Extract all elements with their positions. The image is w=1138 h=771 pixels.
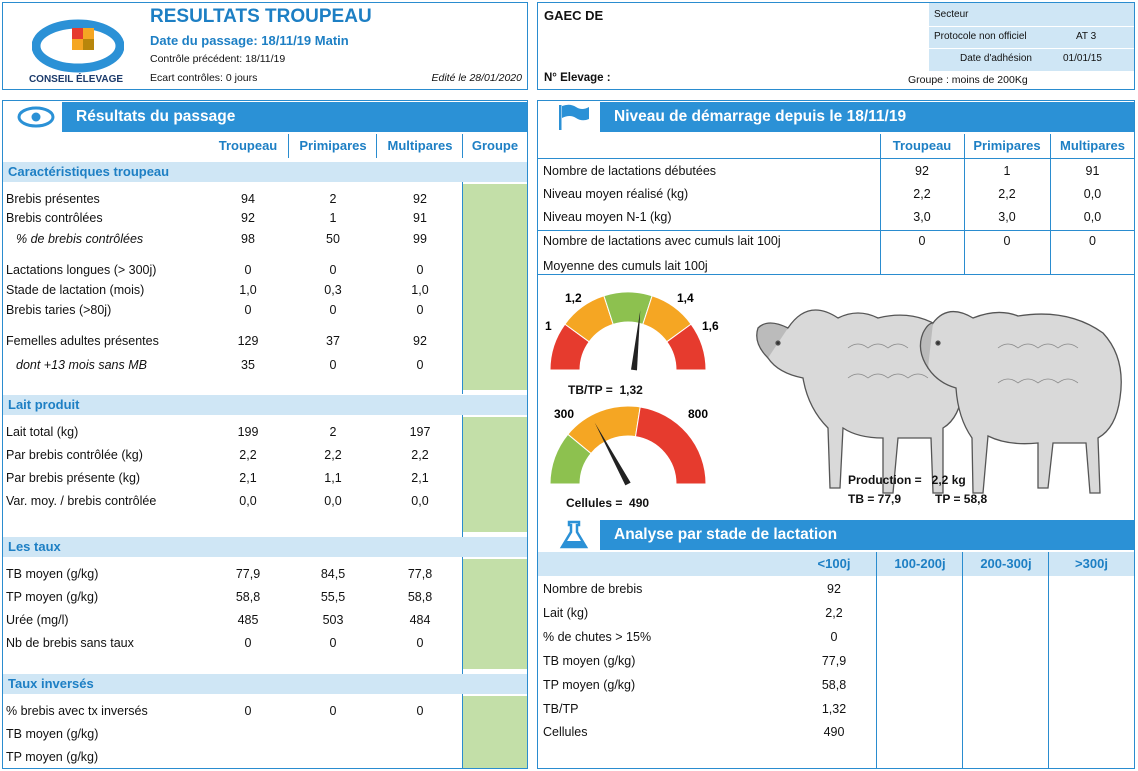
left-row-value: 0 xyxy=(329,636,337,650)
flask-icon xyxy=(558,519,590,551)
right-row-value: 0 xyxy=(1003,234,1011,248)
adhesion-label: Date d'adhésion xyxy=(960,53,1032,64)
right-row-label: Nombre de lactations avec cumuls lait 100j xyxy=(543,234,781,248)
flag-icon xyxy=(556,103,592,131)
left-row-value: 58,8 xyxy=(235,590,261,604)
conseil-elevage-logo-icon xyxy=(32,18,124,74)
edite-date: Edité le 28/01/2020 xyxy=(431,72,522,84)
left-row-value: 129 xyxy=(237,334,259,348)
section-taux-inverses: Taux inversés xyxy=(3,674,527,694)
controle-precedent: Contrôle précédent: 18/11/19 xyxy=(150,53,286,65)
left-col-primipares: Primipares xyxy=(299,138,367,153)
secteur-label: Secteur xyxy=(934,9,969,20)
left-row-label: TP moyen (g/kg) xyxy=(6,750,99,764)
left-col-groupe: Groupe xyxy=(471,138,519,153)
eye-icon xyxy=(16,106,56,128)
left-row-value: 0,0 xyxy=(239,494,257,508)
left-row-value: 0 xyxy=(416,358,424,372)
left-row-value: 0 xyxy=(244,636,252,650)
page-title: RESULTATS TROUPEAU xyxy=(150,6,372,27)
stade-row-value: 2,2 xyxy=(825,606,843,620)
left-row-value: 2,2 xyxy=(411,448,429,462)
left-row-value: 0 xyxy=(416,303,424,317)
left-row-label: % brebis avec tx inversés xyxy=(6,704,148,718)
stade-row-value: 1,32 xyxy=(821,702,847,716)
right-row-value: 0 xyxy=(918,234,926,248)
section-caracteristiques: Caractéristiques troupeau xyxy=(3,162,527,182)
left-row-label: Stade de lactation (mois) xyxy=(6,283,145,297)
left-row-value: 0 xyxy=(329,303,337,317)
stade-row-label: Cellules xyxy=(543,725,588,739)
left-row-label: Par brebis contrôlée (kg) xyxy=(6,448,143,462)
left-row-value: 92 xyxy=(413,334,427,348)
gaec-name: GAEC DE xyxy=(544,8,604,23)
gauge-tick-label: 1,6 xyxy=(702,319,719,333)
right-col-troupeau: Troupeau xyxy=(892,138,952,153)
left-row-value: 0,3 xyxy=(324,283,342,297)
left-col-multipares: Multipares xyxy=(387,138,453,153)
production-summary: Production = 2,2 kg xyxy=(848,473,966,487)
left-row-value: 484 xyxy=(409,613,431,627)
gauge-tick-label: 1,2 xyxy=(565,291,582,305)
left-row-label: Lait total (kg) xyxy=(6,425,79,439)
protocole-value: AT 3 xyxy=(1076,31,1097,42)
right-row-value: 91 xyxy=(1085,164,1100,178)
left-row-label: Par brebis présente (kg) xyxy=(6,471,141,485)
stade-row-label: Lait (kg) xyxy=(543,606,589,620)
stade-row-label: TP moyen (g/kg) xyxy=(543,678,636,692)
ecart-controles: Ecart contrôles: 0 jours xyxy=(150,72,258,84)
right-row-label: Nombre de lactations débutées xyxy=(543,164,717,178)
left-row-value: 0 xyxy=(416,704,424,718)
tb-summary: TB = 77,9 xyxy=(848,492,902,506)
left-row-value: 503 xyxy=(322,613,344,627)
left-row-value: 2,1 xyxy=(239,471,257,485)
left-row-value: 50 xyxy=(326,232,340,246)
gauge-tick-label: 300 xyxy=(554,407,575,421)
left-row-label: Lactations longues (> 300j) xyxy=(6,263,157,277)
analyse-banner xyxy=(600,520,1134,550)
left-row-label: Brebis contrôlées xyxy=(6,211,103,225)
left-row-value: 37 xyxy=(326,334,340,348)
section-les-taux: Les taux xyxy=(3,537,527,557)
left-row-value: 92 xyxy=(241,211,255,225)
stade-row-label: TB moyen (g/kg) xyxy=(543,654,636,668)
stade-row-value: 0 xyxy=(830,630,838,644)
left-row-value: 0 xyxy=(329,358,337,372)
gauge2-label: Cellules = 490 xyxy=(566,496,650,510)
left-row-label: % de brebis contrôlées xyxy=(16,232,144,246)
left-row-value: 0 xyxy=(244,303,252,317)
groupe-info: Groupe : moins de 200Kg xyxy=(908,74,1028,86)
left-row-value: 1,0 xyxy=(239,283,257,297)
left-row-label: Brebis présentes xyxy=(6,192,100,206)
right-row-label: Moyenne des cumuls lait 100j xyxy=(543,259,708,273)
left-row-label: TP moyen (g/kg) xyxy=(6,590,99,604)
stade-row-label: Nombre de brebis xyxy=(543,582,643,596)
left-row-label: Nb de brebis sans taux xyxy=(6,636,134,650)
left-row-value: 84,5 xyxy=(320,567,346,581)
left-banner-title: Résultats du passage xyxy=(76,108,236,125)
left-row-value: 35 xyxy=(241,358,255,372)
left-row-label: Femelles adultes présentes xyxy=(6,334,159,348)
left-row-value: 94 xyxy=(241,192,255,206)
left-row-value: 0,0 xyxy=(324,494,342,508)
left-row-label: Brebis taries (>80j) xyxy=(6,303,112,317)
left-row-label: TB moyen (g/kg) xyxy=(6,727,99,741)
left-row-value: 2,1 xyxy=(411,471,429,485)
left-row-label: Var. moy. / brebis contrôlée xyxy=(6,494,157,508)
left-row-value: 2 xyxy=(329,425,337,439)
left-row-value: 0 xyxy=(416,263,424,277)
protocole-label: Protocole non officiel xyxy=(934,31,1027,42)
groupe-block-3 xyxy=(463,559,527,669)
left-row-value: 1,1 xyxy=(324,471,342,485)
tp-summary: TP = 58,8 xyxy=(935,492,988,506)
left-row-label: dont +13 mois sans MB xyxy=(16,358,147,372)
left-row-value: 1,0 xyxy=(411,283,429,297)
left-row-value: 99 xyxy=(413,232,427,246)
left-row-value: 91 xyxy=(413,211,427,225)
date-passage: Date du passage: 18/11/19 Matin xyxy=(150,33,349,48)
cellules-gauge xyxy=(540,402,740,490)
left-row-value: 0,0 xyxy=(411,494,429,508)
right-banner-title: Niveau de démarrage depuis le 18/11/19 xyxy=(614,108,907,125)
right-row-value: 0 xyxy=(1089,234,1096,248)
right-row-value: 2,2 xyxy=(913,187,931,201)
left-row-value: 197 xyxy=(409,425,431,439)
stade-col-2: 100-200j xyxy=(894,556,946,571)
right-row-value: 1 xyxy=(1003,164,1011,178)
left-banner xyxy=(62,102,527,132)
section-lait-produit: Lait produit xyxy=(3,395,527,415)
stade-row-label: TB/TP xyxy=(543,702,579,716)
left-row-value: 77,8 xyxy=(407,567,433,581)
gauge1-label: TB/TP = 1,32 xyxy=(568,383,643,397)
left-row-value: 55,5 xyxy=(320,590,346,604)
stade-col-4: >300j xyxy=(1075,556,1108,571)
gauge-tick-label: 800 xyxy=(688,407,709,421)
stade-row-value: 490 xyxy=(823,725,845,739)
right-col-primipares: Primipares xyxy=(973,138,1041,153)
left-row-value: 77,9 xyxy=(235,567,261,581)
numero-elevage: N° Elevage : xyxy=(544,72,611,84)
groupe-block-1 xyxy=(463,184,527,390)
left-row-label: Urée (mg/l) xyxy=(6,613,69,627)
left-row-value: 98 xyxy=(241,232,255,246)
stade-row-label: % de chutes > 15% xyxy=(543,630,652,644)
left-row-value: 92 xyxy=(413,192,427,206)
left-row-value: 0 xyxy=(416,636,424,650)
left-row-value: 58,8 xyxy=(407,590,433,604)
left-row-value: 0 xyxy=(329,263,337,277)
gauge-tick-label: 1 xyxy=(545,319,552,333)
stade-row-value: 77,9 xyxy=(821,654,847,668)
right-row-value: 3,0 xyxy=(998,210,1016,224)
left-row-value: 199 xyxy=(237,425,259,439)
left-row-value: 0 xyxy=(244,263,252,277)
right-banner xyxy=(600,102,1134,132)
logo-text: CONSEIL ÉLEVAGE xyxy=(28,74,124,85)
stade-row-value: 92 xyxy=(827,582,841,596)
right-col-multipares: Multipares xyxy=(1059,138,1125,153)
right-row-value: 3,0 xyxy=(913,210,931,224)
right-row-value: 0,0 xyxy=(1083,187,1102,201)
left-row-value: 2 xyxy=(329,192,337,206)
adhesion-value: 01/01/15 xyxy=(1063,53,1102,64)
right-row-label: Niveau moyen réalisé (kg) xyxy=(543,187,689,201)
left-row-value: 0 xyxy=(329,704,337,718)
left-row-value: 2,2 xyxy=(324,448,342,462)
left-row-label: TB moyen (g/kg) xyxy=(6,567,99,581)
right-row-value: 92 xyxy=(915,164,929,178)
left-row-value: 0 xyxy=(244,704,252,718)
left-row-value: 1 xyxy=(329,211,337,225)
right-row-label: Niveau moyen N-1 (kg) xyxy=(543,210,672,224)
groupe-block-2 xyxy=(463,417,527,532)
stade-row-value: 58,8 xyxy=(821,678,847,692)
analyse-banner-title: Analyse par stade de lactation xyxy=(614,526,838,543)
gauge-tick-label: 1,4 xyxy=(677,291,694,305)
right-row-value: 2,2 xyxy=(998,187,1016,201)
stade-col-1: <100j xyxy=(817,556,851,571)
stade-col-3: 200-300j xyxy=(980,556,1032,571)
right-row-value: 0,0 xyxy=(1083,210,1102,224)
groupe-block-4 xyxy=(463,696,527,768)
tbtp-gauge xyxy=(540,285,740,385)
left-col-troupeau: Troupeau xyxy=(218,138,278,153)
left-row-value: 2,2 xyxy=(239,448,257,462)
left-row-value: 485 xyxy=(237,613,259,627)
